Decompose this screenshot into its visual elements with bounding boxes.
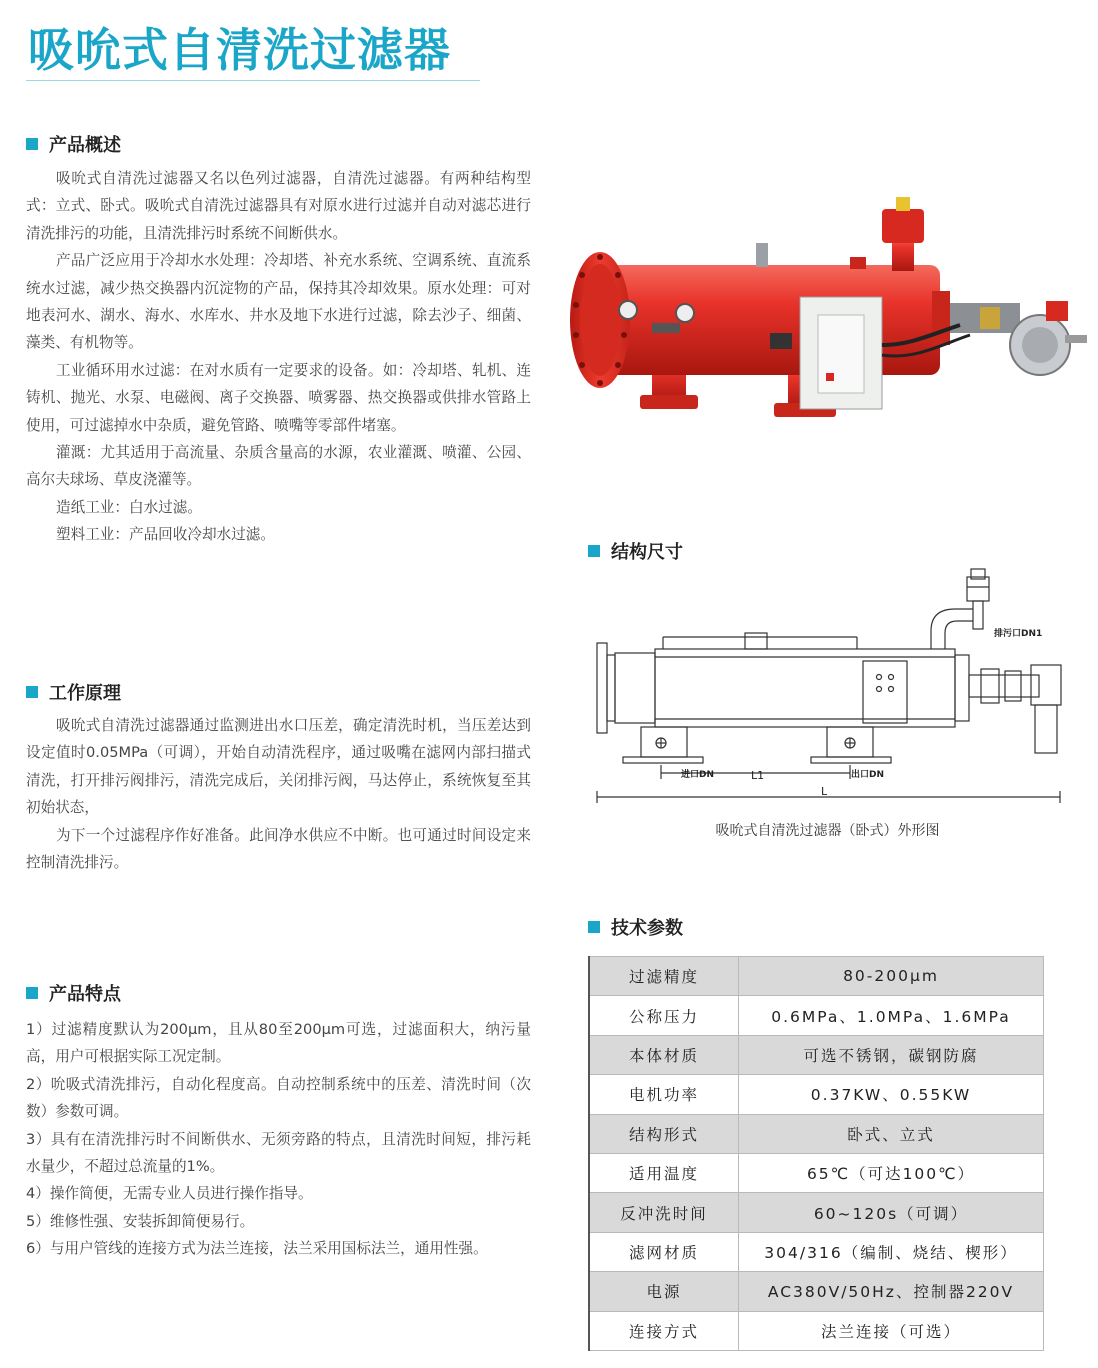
- specs-table: [588, 956, 1044, 1351]
- spec-key: 过滤精度: [589, 957, 739, 996]
- spec-value: 0.37KW、0.55KW: [739, 1075, 1044, 1114]
- spec-key: 适用温度: [589, 1153, 739, 1192]
- heading-marker-icon: [588, 545, 600, 557]
- specs-heading: [588, 915, 683, 939]
- overview-paragraph: 塑料工业：产品回收冷却水过滤。: [56, 526, 275, 544]
- heading-marker-icon: [26, 686, 38, 698]
- l-label: L: [821, 785, 828, 798]
- table-row: [589, 1114, 1044, 1153]
- overview-paragraph: 造纸工业：白水过滤。: [56, 498, 202, 516]
- features-list: [26, 1016, 531, 1263]
- outline-drawing: [585, 565, 1070, 810]
- table-row: [589, 996, 1044, 1035]
- spec-value: 可选不锈钢，碳钢防腐: [739, 1035, 1044, 1074]
- table-row: [589, 1153, 1044, 1192]
- page-title: 吸吮式自清洗过滤器: [28, 23, 451, 77]
- heading-marker-icon: [588, 921, 600, 933]
- spec-value: 0.6MPa、1.0MPa、1.6MPa: [739, 996, 1044, 1035]
- spec-key: 公称压力: [589, 996, 739, 1035]
- spec-value: 60~120s（可调）: [739, 1193, 1044, 1232]
- spec-value: 80-200μm: [739, 957, 1044, 996]
- outlet-label: 出口DN: [851, 770, 885, 780]
- table-row: [589, 1035, 1044, 1074]
- table-row: [589, 1311, 1044, 1350]
- spec-value: 法兰连接（可选）: [739, 1311, 1044, 1350]
- spec-value: 304/316（编制、烧结、楔形）: [739, 1232, 1044, 1271]
- principle-heading: [26, 680, 121, 704]
- drain-label: 排污口DN1: [994, 629, 1043, 639]
- spec-value: 卧式、立式: [739, 1114, 1044, 1153]
- heading-marker-icon: [26, 987, 38, 999]
- table-row: [589, 957, 1044, 996]
- structure-heading-text: 结构尺寸: [611, 542, 683, 563]
- principle-paragraph: 为下一个过滤程序作好准备。此间净水供应不中断。也可通过时间设定来控制清洗排污。: [26, 826, 531, 872]
- table-row: [589, 1272, 1044, 1311]
- spec-key: 电机功率: [589, 1075, 739, 1114]
- features-heading: [26, 981, 121, 1005]
- spec-key: 电源: [589, 1272, 739, 1311]
- specs-heading-text: 技术参数: [611, 918, 683, 939]
- spec-value: AC380V/50Hz、控制器220V: [739, 1272, 1044, 1311]
- structure-heading: [588, 539, 683, 563]
- table-row: [589, 1193, 1044, 1232]
- principle-paragraph: 吸吮式自清洗过滤器通过监测进出水口压差，确定清洗时机，当压差达到设定值时0.05MPa（可调），开始自动清洗程序，通过吸嘴在滤网内部扫描式清洗，打开排污阀排污，清洗完成后，关闭排污阀，马达停止，系统恢复至其初始状态，: [26, 717, 531, 817]
- overview-text: [26, 165, 531, 549]
- heading-marker-icon: [26, 138, 38, 150]
- spec-key: 反冲洗时间: [589, 1193, 739, 1232]
- diagram-caption: 吸吮式自清洗过滤器（卧式）外形图: [715, 823, 940, 839]
- table-row: [589, 1232, 1044, 1271]
- title-underline: [26, 80, 480, 81]
- spec-value: 65℃（可达100℃）: [739, 1153, 1044, 1192]
- spec-key: 本体材质: [589, 1035, 739, 1074]
- spec-key: 滤网材质: [589, 1232, 739, 1271]
- feature-item: 1）过滤精度默认为200μm，且从80至200μm可选，过滤面积大，纳污量高，用户可根据实际工况定制。: [26, 1021, 531, 1066]
- spec-key: 连接方式: [589, 1311, 739, 1350]
- inlet-label: 进口DN: [681, 770, 715, 780]
- overview-paragraph: 吸吮式自清洗过滤器又名以色列过滤器，自清洗过滤器。有两种结构型式：立式、卧式。吸吮式自清洗过滤器具有对原水进行过滤并自动对滤芯进行清洗排污的功能，且清洗排污时系统不间断供水。: [26, 170, 531, 242]
- feature-item: 2）吮吸式清洗排污，自动化程度高。自动控制系统中的压差、清洗时间（次数）参数可调。: [26, 1075, 531, 1121]
- feature-item: 3）具有在清洗排污时不间断供水、无须旁路的特点，且清洗时间短，排污耗水量少，不超过总流量的1%。: [26, 1130, 531, 1176]
- principle-text: [26, 712, 531, 876]
- overview-paragraph: 灌溉：尤其适用于高流量、杂质含量高的水源，农业灌溉、喷灌、公园、高尔夫球场、草皮浇灌等。: [26, 444, 531, 489]
- feature-item: 5）维修性强、安装拆卸简便易行。: [26, 1212, 255, 1230]
- overview-paragraph: 工业循环用水过滤：在对水质有一定要求的设备。如：冷却塔、轧机、连铸机、抛光、水泵、电磁阀、离子交换器、喷雾器、热交换器或供排水管路上使用，可过滤掉水中杂质，避免管路、喷嘴等零部件堵塞。: [26, 361, 531, 434]
- principle-heading-text: 工作原理: [49, 683, 121, 704]
- feature-item: 4）操作简便，无需专业人员进行操作指导。: [26, 1185, 313, 1203]
- feature-item: 6）与用户管线的连接方式为法兰连接，法兰采用国标法兰，通用性强。: [26, 1240, 488, 1258]
- overview-heading-text: 产品概述: [49, 135, 121, 156]
- product-photo: [560, 195, 1090, 435]
- overview-heading: [26, 132, 121, 156]
- features-heading-text: 产品特点: [49, 984, 121, 1005]
- spec-key: 结构形式: [589, 1114, 739, 1153]
- table-row: [589, 1075, 1044, 1114]
- overview-paragraph: 产品广泛应用于冷却水水处理：冷却塔、补充水系统、空调系统、直流系统水过滤，减少热交换器内沉淀物的产品，保持其冷却效果。原水处理：可对地表河水、湖水、海水、水库水、井水及地下水进行过滤，除去沙子、细菌、藻类、有机物等。: [26, 252, 531, 352]
- l1-label: L1: [751, 769, 765, 782]
